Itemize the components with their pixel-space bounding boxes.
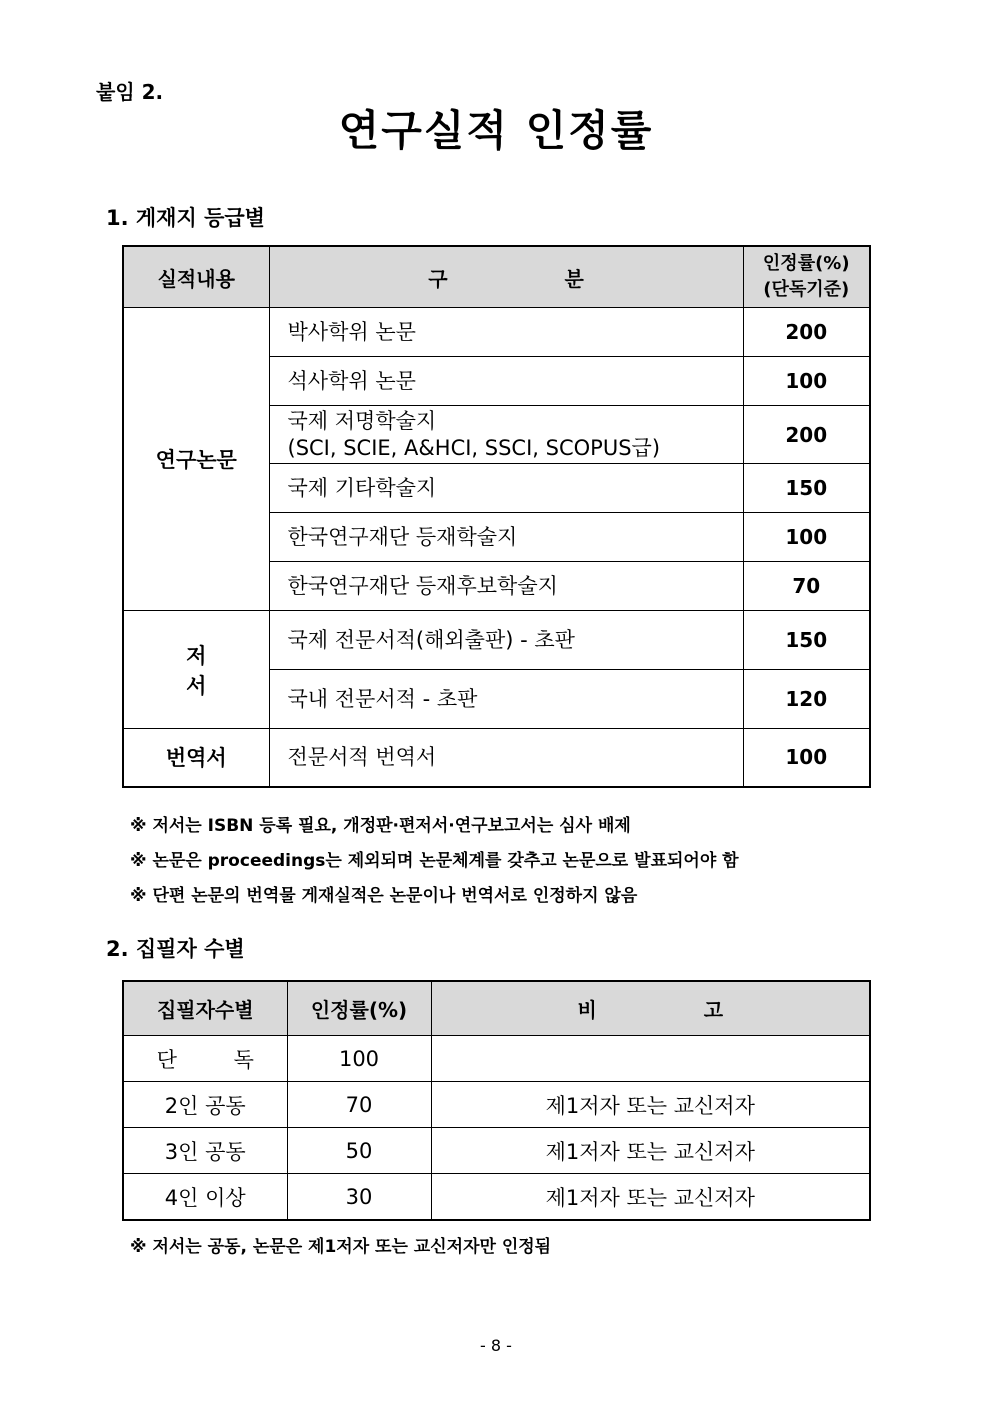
table-header-row	[123, 246, 870, 308]
rate-cell: 100	[287, 1036, 431, 1082]
note-isbn: ※ 저서는 ISBN 등록 필요, 개정판·편저서·연구보고서는 심사 배제	[130, 816, 631, 836]
item-cell: 국제 기타학술지	[269, 464, 743, 513]
item-cell: 한국연구재단 등재후보학술지	[269, 562, 743, 611]
header-rate	[743, 246, 870, 308]
rate-cell: 100	[743, 729, 870, 787]
item-cell: 국제 전문서적(해외출판) - 초판	[269, 611, 743, 670]
remark-cell: 제1저자 또는 교신저자	[431, 1082, 870, 1128]
rate-cell: 50	[287, 1128, 431, 1174]
rate-cell: 200	[743, 308, 870, 357]
item-cell	[269, 406, 743, 464]
rate-cell: 120	[743, 670, 870, 729]
table-header-row	[123, 981, 870, 1036]
category-translation: 번역서	[123, 729, 269, 787]
item-line2: (SCI, SCIE, A&HCI, SSCI, SCOPUS급)	[287, 435, 661, 460]
rate-cell: 100	[743, 513, 870, 562]
author-count-table	[122, 980, 871, 1221]
table-row	[123, 729, 870, 787]
item-cell: 전문서적 번역서	[269, 729, 743, 787]
header-remark: 비 고	[431, 981, 870, 1036]
authors-cell: 단 독	[123, 1036, 287, 1082]
remark-cell	[431, 1036, 870, 1082]
rate-cell: 70	[743, 562, 870, 611]
rate-cell: 150	[743, 464, 870, 513]
remark-cell: 제1저자 또는 교신저자	[431, 1128, 870, 1174]
authors-cell: 4인 이상	[123, 1174, 287, 1221]
page-title: 연구실적 인정률	[338, 106, 654, 155]
attachment-label: 붙임 2.	[96, 80, 164, 104]
table-row	[123, 1174, 870, 1221]
item-line1: 국제 저명학술지	[287, 408, 437, 433]
header-category: 실적내용	[123, 246, 269, 308]
remark-cell: 제1저자 또는 교신저자	[431, 1174, 870, 1221]
item-cell: 박사학위 논문	[269, 308, 743, 357]
note-coauthor: ※ 저서는 공동, 논문은 제1저자 또는 교신저자만 인정됨	[130, 1237, 552, 1257]
header-rate: 인정률(%)	[287, 981, 431, 1036]
category-book: 저서	[123, 611, 269, 729]
rate-cell: 70	[287, 1082, 431, 1128]
header-rate-line1: 인정률(%)	[762, 253, 850, 274]
authors-cell: 3인 공동	[123, 1128, 287, 1174]
page-number: - 8 -	[480, 1336, 512, 1355]
rate-cell: 30	[287, 1174, 431, 1221]
rate-cell: 100	[743, 357, 870, 406]
item-cell: 국내 전문서적 - 초판	[269, 670, 743, 729]
section1-heading: 1. 게재지 등급별	[106, 206, 265, 230]
table-row	[123, 1082, 870, 1128]
table-row	[123, 308, 870, 357]
section2-heading: 2. 집필자 수별	[106, 937, 245, 961]
header-division: 구 분	[269, 246, 743, 308]
note-translation: ※ 단편 논문의 번역물 게재실적은 논문이나 번역서로 인정하지 않음	[130, 886, 638, 906]
table-row	[123, 1128, 870, 1174]
category-research-paper: 연구논문	[123, 308, 269, 611]
note-proceedings: ※ 논문은 proceedings는 제외되며 논문체계를 갖추고 논문으로 발표되어야 함	[130, 851, 739, 871]
header-authors: 집필자수별	[123, 981, 287, 1036]
rate-cell: 150	[743, 611, 870, 670]
table-row	[123, 1036, 870, 1082]
item-cell: 한국연구재단 등재학술지	[269, 513, 743, 562]
rate-cell: 200	[743, 406, 870, 464]
journal-grade-table	[122, 245, 871, 788]
header-rate-line2: (단독기준)	[763, 279, 850, 300]
item-cell: 석사학위 논문	[269, 357, 743, 406]
table-row	[123, 611, 870, 670]
authors-cell: 2인 공동	[123, 1082, 287, 1128]
